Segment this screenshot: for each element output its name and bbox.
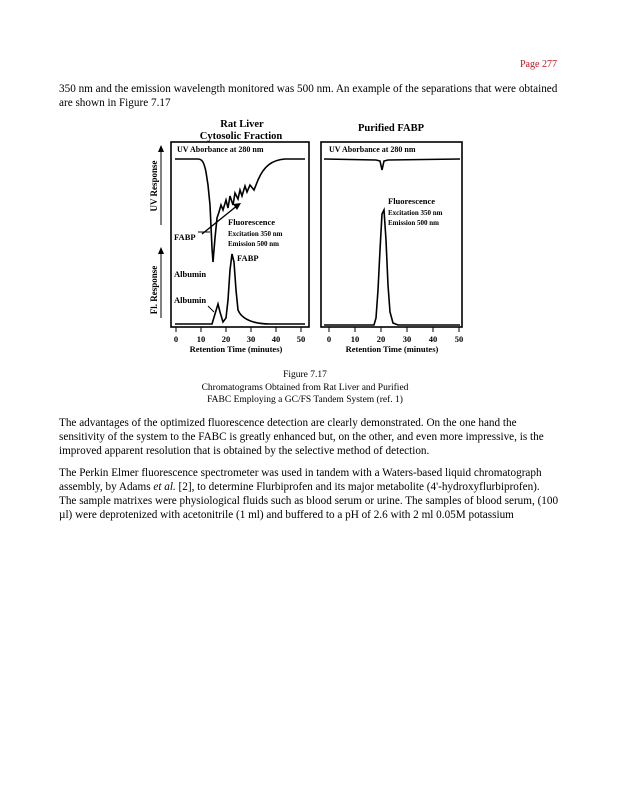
left-fl-trace <box>175 254 305 324</box>
figure-caption <box>130 369 480 407</box>
caption-figure-number: Figure 7.17 <box>283 370 327 380</box>
y-axis-fl-arrowhead <box>158 247 164 254</box>
left-tick-50: 50 <box>296 334 306 344</box>
right-tick-40: 40 <box>428 334 438 344</box>
y-axis-uv-label: UV Response <box>149 160 159 212</box>
fluorescence-right-label: Fluorescence <box>388 196 436 206</box>
left-tick-40: 40 <box>271 334 281 344</box>
left-tick-0: 0 <box>173 334 179 344</box>
albumin-pointer <box>208 306 214 312</box>
right-tick-20: 20 <box>376 334 386 344</box>
fabp-label-lower: FABP <box>237 253 259 263</box>
fabp-label-upper: FABP <box>174 232 196 242</box>
right-tick-0: 0 <box>326 334 332 344</box>
left-title-line2: Cytosolic Fraction <box>199 131 283 142</box>
right-panel-frame <box>321 142 462 327</box>
uv-label-left: UV Aborbance at 280 nm <box>177 145 264 154</box>
x-axis-label-right: Retention Time (minutes) <box>345 344 439 354</box>
albumin-label-lower: Albumin <box>174 295 207 305</box>
left-tick-30: 30 <box>246 334 256 344</box>
right-tick-50: 50 <box>454 334 464 344</box>
right-tick-10: 10 <box>350 334 360 344</box>
right-title: Purified FABP <box>357 123 425 134</box>
page-number: Page 277 <box>520 59 557 70</box>
excitation-left-label: Excitation 350 nm <box>228 230 283 238</box>
right-tick-30: 30 <box>402 334 412 344</box>
right-uv-trace <box>324 159 460 170</box>
paragraph-advantages: The advantages of the optimized fluorescence detection are clearly demonstrated. On the one hand the sensitivity of the system to the FABC is greatly enhanced but, on the other, and even more impressive, is the improved apparent resolution that is obtained by the selective method of detection. <box>59 417 544 457</box>
left-title-line1: Rat Liver <box>220 119 264 130</box>
left-tick-10: 10 <box>196 334 206 344</box>
paragraph-3-etal: et al. <box>153 481 176 493</box>
fluorescence-left-label: Fluorescence <box>228 217 276 227</box>
caption-line-3: FABC Employing a GC/FS Tandem System (ref. 1) <box>207 395 403 405</box>
paragraph-perkin-elmer <box>59 466 559 522</box>
paragraph-3-part-1: The Perkin Elmer fluorescence spectrometer was used in tandem with a Waters-based liquid chromatograph assembly, by Adams <box>59 467 542 493</box>
emission-right-label: Emission 500 nm <box>388 219 439 227</box>
uv-label-right: UV Aborbance at 280 nm <box>329 145 416 154</box>
right-fl-trace <box>324 210 460 325</box>
paragraph-3-part-2: [2], to determine Flurbiprofen and its major metabolite (4'-hydroxyflurbiprofen). The sample matrixes were physiological fluids such as blood serum or urine. The samples of blood serum, (100 µl) were deprotenized with acetonitrile (1 ml) and buffered to a pH of 2.6 with 2 ml 0.05M potassium <box>59 481 559 521</box>
x-axis-label-left: Retention Time (minutes) <box>189 344 283 354</box>
y-axis-uv-arrowhead <box>158 145 164 152</box>
y-axis-fl-label: Fl. Response <box>149 265 159 315</box>
paragraph-intro: 350 nm and the emission wavelength monitored was 500 nm. An example of the separations that were obtained are shown in Figure 7.17 <box>59 83 558 109</box>
emission-left-label: Emission 500 nm <box>228 240 279 248</box>
left-tick-20: 20 <box>221 334 231 344</box>
excitation-right-label: Excitation 350 nm <box>388 209 443 217</box>
albumin-label-upper: Albumin <box>174 269 207 279</box>
caption-line-2: Chromatograms Obtained from Rat Liver and Purified <box>201 382 409 393</box>
